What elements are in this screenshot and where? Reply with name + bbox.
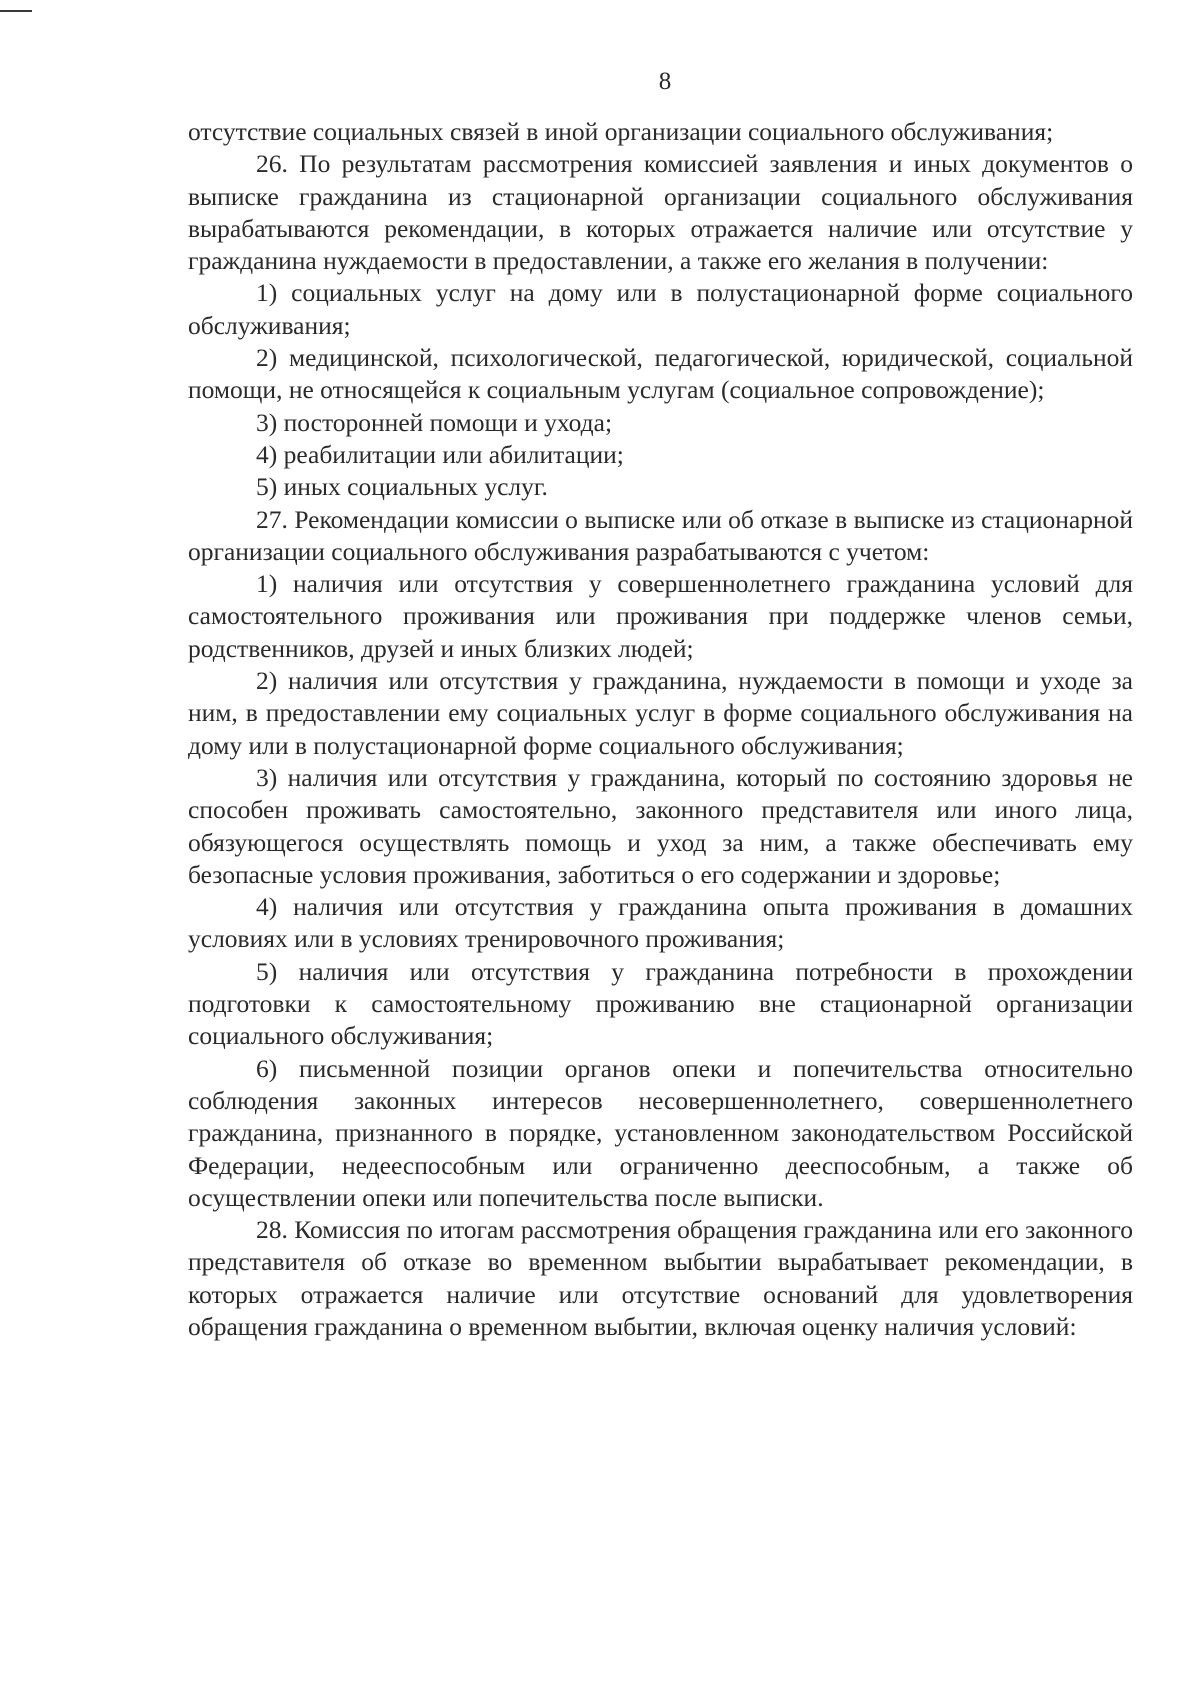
list-item: 5) наличия или отсутствия у гражданина потребности в прохождении подготовки к самостоятельному проживанию вне стационарной организации социального обслуживания; <box>188 956 1133 1051</box>
list-item: 4) наличия или отсутствия у гражданина опыта проживания в домашних условиях или в условиях тренировочного проживания; <box>188 892 1133 954</box>
list-item: 5) иных социальных услуг. <box>256 472 548 502</box>
list-item: 2) медицинской, психологической, педагогической, юридической, социальной помощи, не относящейся к социальным услугам (социальное сопровождение); <box>188 343 1133 405</box>
list-item: 2) наличия или отсутствия у гражданина, нуждаемости в помощи и уходе за ним, в предоставлении ему социальных услуг в форме социального обслуживания на дому или в полустационарной форме социального обслуживания; <box>188 666 1133 760</box>
page-number: 8 <box>658 68 672 95</box>
list-item: 6) письменной позиции органов опеки и попечительства относительно соблюдения законных интересов несовершеннолетнего, совершеннолетнего гражданина, признанного в порядке, установленном законодательством Российской Федерации, недееспособным или ограниченно дееспособным, а также об осуществлении опеки или попечительства после выписки. <box>188 1053 1133 1212</box>
scan-edge-mark <box>0 10 32 12</box>
paragraph: 27. Рекомендации комиссии о выписке или об отказе в выписке из стационарной организации социального обслуживания разрабатываются с учетом: <box>188 504 1133 566</box>
list-item: 1) наличия или отсутствия у совершеннолетнего гражданина условий для самостоятельного проживания или проживания при поддержке членов семьи, родственников, друзей и иных близких людей; <box>188 569 1133 663</box>
list-item: 1) социальных услуг на дому или в полустационарной форме социального обслуживания; <box>188 278 1133 340</box>
list-item: 3) наличия или отсутствия у гражданина, который по состоянию здоровья не способен проживать самостоятельно, законного представителя или иного лица, обязующегося осуществлять помощь и уход за ним, а также обеспечивать ему безопасные условия проживания, заботиться о его содержании и здоровье; <box>188 762 1133 889</box>
paragraph: 26. По результатам рассмотрения комиссией заявления и иных документов о выписке гражданина из стационарной организации социального обслуживания вырабатываются рекомендации, в которых отражается наличие или отсутствие у гражданина нуждаемости в предоставлении, а также его желания в получении: <box>188 149 1133 276</box>
list-item: 4) реабилитации или абилитации; <box>256 439 624 469</box>
document-body <box>188 116 1133 1343</box>
paragraph: отсутствие социальных связей в иной организации социального обслуживания; <box>188 117 1054 146</box>
list-item: 3) посторонней помощи и ухода; <box>256 407 613 437</box>
paragraph: 28. Комиссия по итогам рассмотрения обращения гражданина или его законного представителя об отказе во временном выбытии вырабатывает рекомендации, в которых отражается наличие или отсутствие оснований для удовлетворения обращения гражданина о временном выбытии, включая оценку наличия условий: <box>188 1215 1133 1341</box>
